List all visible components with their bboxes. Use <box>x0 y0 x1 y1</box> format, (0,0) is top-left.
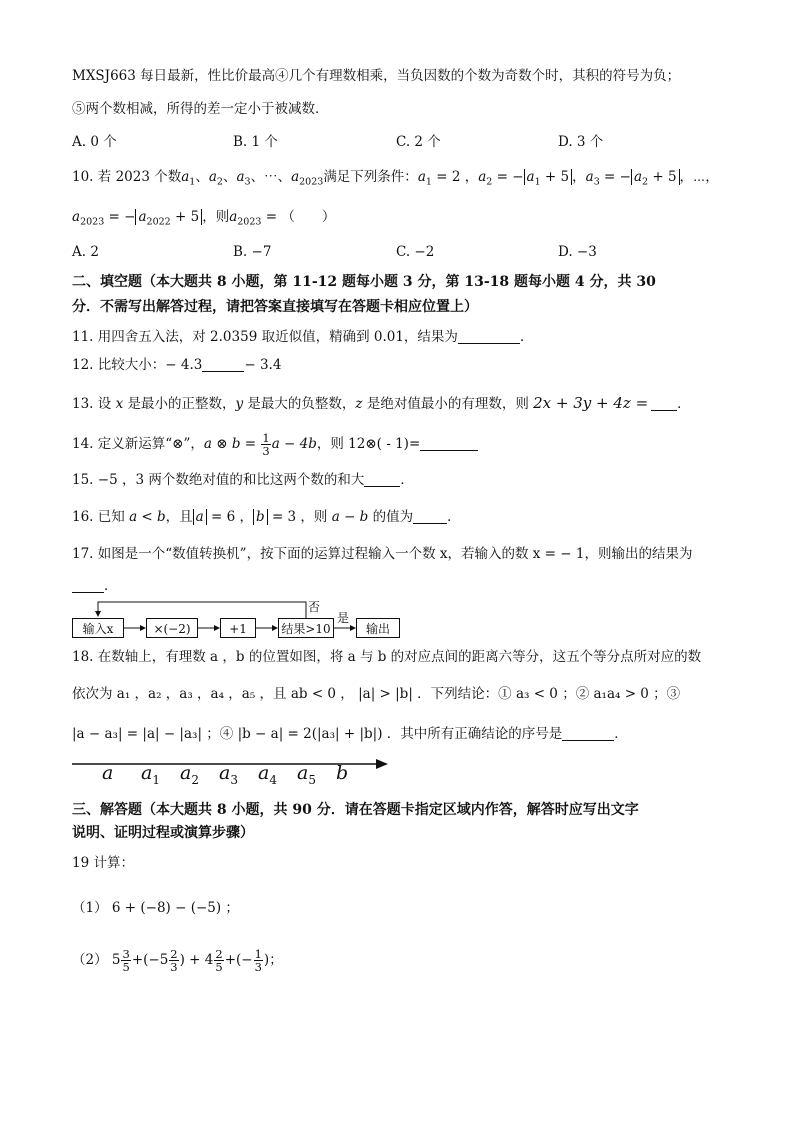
q10-sep3: 、⋯、 <box>250 169 292 185</box>
q10-c3-eq: = − <box>599 169 631 185</box>
q18-axis-label-main: a <box>219 762 231 784</box>
q10-c3-abs <box>631 169 680 188</box>
q18-axis-label <box>258 762 277 787</box>
q17-box-output: 输出 <box>356 618 400 638</box>
q17-label-yes: 是 <box>337 611 350 625</box>
q10-number: 10. <box>72 169 94 185</box>
section3-heading-line1: 三、解答题（本大题共 8 小题，共 90 分．请在答题卡指定区域内作答，解答时应写出文字 <box>72 802 639 818</box>
q17-answer-blank <box>72 578 104 593</box>
q10-c2-end: ， <box>572 169 586 185</box>
q10-l2-eq: = − <box>104 209 136 225</box>
q10-sep2: 、 <box>222 169 237 185</box>
q17-box-multiply: ×(−2) <box>146 618 198 638</box>
q11-text: 11. 用四舍五入法，对 2.0359 取近似值，精确到 0.01，结果为 <box>72 329 458 345</box>
q16-t1: 16. 已知 <box>72 509 130 525</box>
q10-seq-sub3: 3 <box>244 176 251 188</box>
q13-x: x <box>115 396 124 412</box>
q19-p2-frac2-den: 3 <box>170 960 178 974</box>
q19-p2-frac3-num: 2 <box>215 947 223 961</box>
q15-answer-blank <box>364 472 400 487</box>
q17-line1: 17. 如图是一个“数值转换机”，按下面的运算过程输入一个数 x，若输入的数 x = − 1，则输出的结果为 <box>72 546 693 562</box>
q18-end: ． <box>614 726 628 742</box>
q10-c2-abs-sub: 1 <box>534 176 541 188</box>
q16-t7: = 3 ，则 <box>267 509 332 525</box>
q12-end: − 3.4 <box>244 357 282 373</box>
q10-c3-abs-a: a <box>633 169 643 185</box>
q18-axis-label-main: a <box>102 762 114 784</box>
q15-text: 15. −5 ，3 两个数绝对值的和比这两个数的和大 <box>72 472 365 488</box>
q15 <box>72 470 414 490</box>
q16-end: ． <box>447 509 461 525</box>
q10-line1 <box>72 167 719 193</box>
q10-c2-sub: 2 <box>486 176 493 188</box>
q10-c3-sub: 3 <box>593 176 600 188</box>
q19-p2-frac3-den: 5 <box>215 960 223 974</box>
q16 <box>72 507 461 527</box>
q10-l2-a-sub: 2023 <box>80 216 105 228</box>
q18-number-line <box>72 752 392 792</box>
q16-t2: a < b <box>129 509 166 525</box>
q18-axis-label-sub: 1 <box>152 772 160 787</box>
q9-option-d: D. 3 个 <box>558 134 604 150</box>
q10-condition: 满足下列条件： <box>323 169 418 185</box>
q10-seq-a2: a <box>208 169 217 185</box>
q18-axis-label-main: a <box>141 762 153 784</box>
q17-box-add: +1 <box>220 618 256 638</box>
q19-p2-t3: ) + 4 <box>179 952 214 968</box>
q10-seq-a1: a <box>181 169 190 185</box>
q13-t1: 13. 设 <box>72 396 116 412</box>
q16-t8: a − b <box>331 509 369 525</box>
q10-c3-end: ，⋯， <box>679 169 719 185</box>
q12-answer-blank <box>202 357 244 372</box>
q19-title: 19 计算： <box>72 855 134 871</box>
q19-p2-frac1-den: 5 <box>122 960 130 974</box>
q14-fraction-den: 3 <box>262 444 270 458</box>
q18-axis-label-sub: 5 <box>308 772 316 787</box>
q19-part1: （1） 6 + (−8) − (−5) ； <box>72 900 239 916</box>
q13-expression: 2x + 3y + 4z = <box>533 394 649 412</box>
q9-option-b: B. 1 个 <box>233 134 278 150</box>
q10-option-d: D. −3 <box>558 244 597 260</box>
q17-feedback-loop <box>98 602 306 618</box>
q10-c1-rest: = 2 ， <box>431 169 479 185</box>
q10-option-a: A. 2 <box>72 244 99 260</box>
q19-p2-label: （2） <box>72 952 112 968</box>
section2-heading-line2: 分．不需写出解答过程，请把答案直接填写在答题卡相应位置上） <box>72 299 478 315</box>
q18-axis-label-sub: 4 <box>269 772 277 787</box>
q19-p2-frac2 <box>169 948 178 973</box>
q13-t3: 是最大的负整数， <box>243 396 356 412</box>
q10-c1-sub: 1 <box>425 176 432 188</box>
q14-fraction-num: 1 <box>262 431 270 445</box>
q12-text: 12. 比较大小：− 4.3 <box>72 357 203 373</box>
q18-axis-label-main: a <box>180 762 192 784</box>
q18-axis-label <box>102 762 113 784</box>
q18-line1: 18. 在数轴上，有理数 a ，b 的位置如图，将 a 与 b 的对应点间的距离六等分，这五个等分点所对应的数 <box>72 649 702 665</box>
q16-abs-a: a <box>193 509 207 525</box>
q16-t3: ，且 <box>165 509 193 525</box>
q10-seq-sub2: 2 <box>216 176 223 188</box>
q12 <box>72 355 281 375</box>
q19-p2-t4: +(− <box>224 952 253 968</box>
q10-c2-eq: = − <box>492 169 524 185</box>
q17-end: ． <box>104 578 118 594</box>
q10-seq-sub2023: 2023 <box>299 176 324 188</box>
q13-answer-blank <box>651 396 677 411</box>
q19-p2-frac4 <box>254 948 263 973</box>
q14-t4: ，则 12⊗( - 1)= <box>316 436 421 452</box>
q10-l2-abs-a: a <box>138 209 147 225</box>
section3-heading-line2: 说明、证明过程或演算步骤） <box>72 825 254 841</box>
q17-feedback-head <box>95 611 101 617</box>
q13 <box>72 393 691 414</box>
q10-c3-abs-rest: + 5 <box>648 169 677 185</box>
q18-answer-blank <box>562 726 614 741</box>
q19-p2-frac2-num: 2 <box>170 947 178 961</box>
q10-line2 <box>72 207 335 233</box>
q19-p2-frac4-num: 1 <box>254 947 262 961</box>
section2-heading-line1: 二、填空题（本大题共 8 小题，第 11-12 题每小题 3 分，第 13-18 题每小题 4 分，共 30 <box>72 274 656 290</box>
q19-p2-t5: )； <box>263 952 283 968</box>
q10-option-c: C. −2 <box>396 244 435 260</box>
q19-p2-frac1 <box>121 948 130 973</box>
q18-axis-arrow <box>376 759 388 769</box>
q9-option-a: A. 0 个 <box>72 134 117 150</box>
q18-axis-label-main: a <box>258 762 270 784</box>
q17-box-input: 输入x <box>72 618 124 638</box>
q13-end: ． <box>677 396 691 412</box>
q18-axis-label <box>297 762 316 787</box>
q17-flowchart <box>72 598 402 642</box>
q10-c2-abs-rest: + 5 <box>540 169 570 185</box>
q19-p2-t2: +(−5 <box>131 952 169 968</box>
q10-c2: a <box>478 169 487 185</box>
q10-sep1: 、 <box>195 169 209 185</box>
q16-t9: 的值为 <box>368 509 414 525</box>
q14-answer-blank <box>420 436 478 451</box>
q19-p2-frac4-den: 3 <box>254 960 262 974</box>
q19-p2-frac1-num: 3 <box>122 947 130 961</box>
q10-l2-then: ，则 <box>202 209 230 225</box>
q10-l2-abs-sub: 2022 <box>146 216 171 228</box>
q10-l2-b-sub: 2023 <box>237 216 262 228</box>
q18-axis-label-sub: 3 <box>230 772 238 787</box>
q16-t5: = 6 ， <box>206 509 253 525</box>
q18-axis-label <box>336 762 348 784</box>
q14-t3: a − 4b <box>271 436 317 452</box>
q14-fraction <box>261 432 270 457</box>
q10-seq-sub1: 1 <box>189 176 196 188</box>
q10-c1: a <box>417 169 426 185</box>
q10-l2-abs-rest: + 5 <box>170 209 200 225</box>
q19-part2 <box>72 948 283 973</box>
q10-option-b: B. −7 <box>233 244 272 260</box>
q18-axis-label <box>141 762 160 787</box>
q17-box-condition: 结果>10 <box>278 618 334 638</box>
q10-c2-abs <box>524 169 573 188</box>
q14 <box>72 432 478 457</box>
q18-line2: 依次为 a₁ ，a₂ ，a₃ ，a₄ ，a₅ ，且 ab < 0 ， |a| > |b| ．下列结论：① a₃ < 0 ；② a₁a₄ > 0 ；③ <box>72 686 681 702</box>
q19-p2-frac3 <box>214 948 223 973</box>
q9-option-c: C. 2 个 <box>396 134 441 150</box>
q10-l2-end: = （ ） <box>261 209 336 225</box>
q9-line1: MXSJ663 每日最新，性比价最高④几个有理数相乘，当负因数的个数为奇数个时，其积的符号为负； <box>72 68 681 84</box>
q10-seq-a2023: a <box>291 169 300 185</box>
q10-seq-a3: a <box>236 169 245 185</box>
q17-line2 <box>72 576 118 596</box>
q11 <box>72 327 533 347</box>
q13-z: z <box>355 396 363 412</box>
q19-p2-t1: 5 <box>111 952 121 968</box>
q10-c3: a <box>585 169 594 185</box>
q18-axis-label-sub: 2 <box>191 772 199 787</box>
q10-intro: 若 2023 个数 <box>97 169 182 185</box>
q10-c2-abs-a: a <box>526 169 535 185</box>
q11-answer-blank <box>458 329 520 344</box>
q15-end: ． <box>400 472 414 488</box>
q13-t4: 是绝对值最小的有理数，则 <box>362 396 534 412</box>
q14-t1: 14. 定义新运算“⊗”， <box>72 436 204 452</box>
q14-t2: a ⊗ b = <box>203 436 261 452</box>
q18-axis-label-main: a <box>297 762 309 784</box>
q10-l2-a: a <box>72 209 81 225</box>
q10-c3-abs-sub: 2 <box>642 176 649 188</box>
q13-t2: 是最小的正整数， <box>123 396 236 412</box>
q10-l2-b: a <box>229 209 238 225</box>
q11-end: ． <box>519 329 534 345</box>
q10-l2-abs <box>135 209 202 228</box>
q18-line3 <box>72 724 628 744</box>
q9-line2: ⑤两个数相减，所得的差一定小于被减数． <box>72 101 329 117</box>
q18-line3-text: |a − a₃| = |a| − |a₃| ；④ |b − a| = 2(|a₃| + |b|) ．其中所有正确结论的序号是 <box>72 726 563 742</box>
q17-label-no: 否 <box>308 600 321 614</box>
q18-axis-label-main: b <box>336 762 349 784</box>
q16-answer-blank <box>413 509 447 524</box>
q16-abs-b: b <box>253 509 268 525</box>
q13-y: y <box>235 396 244 412</box>
q18-axis-label <box>180 762 199 787</box>
q18-axis-label <box>219 762 238 787</box>
